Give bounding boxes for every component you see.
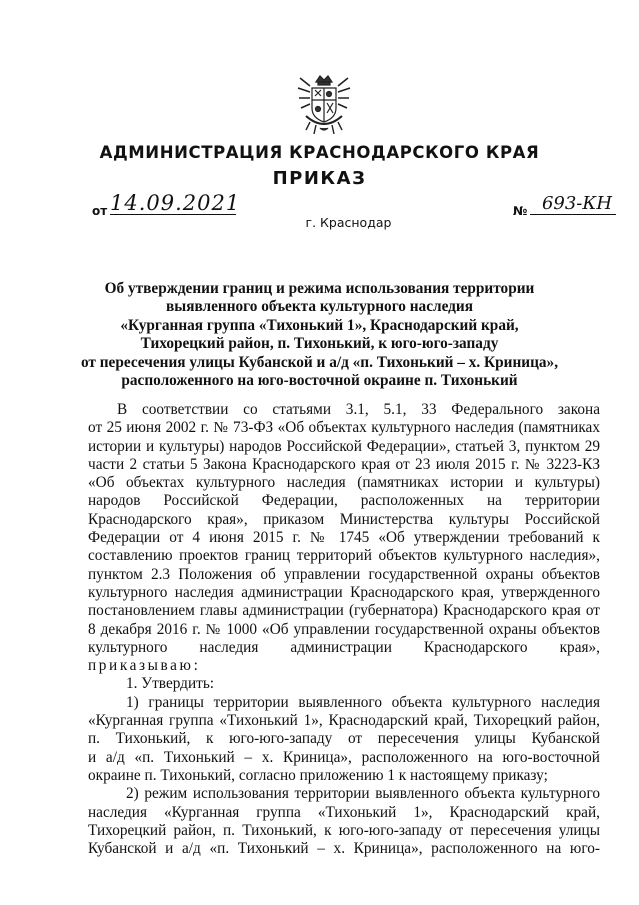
body-line: Кубанской и а/д «п. Тихонький – х. Криница», расположенного на юго- — [88, 840, 600, 858]
body-line: 1) границы территории выявленного объекта культурного наследия — [126, 693, 600, 711]
document-number: 693-КН — [541, 193, 613, 214]
body-line: В соответствии со статьями 3.1, 5.1, 33 Федерального закона — [117, 401, 600, 418]
body-line: Федерации от 4 июня 2015 г. № 1745 «Об утверждении требований к — [88, 529, 600, 547]
title-line: Тихорецкий район, п. Тихонький, к юго-юго-западу — [140, 335, 499, 353]
body-line: культурного наследия администрации Краснодарского края, утвержденного — [88, 583, 600, 601]
body-line: составлению проектов границ территорий объектов культурного наследия», — [88, 547, 600, 565]
body-line: пунктом 2.3 Положения об управлении государственной охраны объектов — [88, 565, 600, 583]
title-line: выявленного объекта культурного наследия — [165, 298, 473, 316]
organization-name: АДМИНИСТРАЦИЯ КРАСНОДАРСКОГО КРАЯ — [99, 143, 540, 162]
document-title — [60, 280, 579, 390]
body-line: постановлением главы администрации (губернатора) Краснодарского края от — [88, 602, 600, 620]
body-line: культурного наследия администрации Краснодарского края», — [88, 638, 600, 656]
number-label: № — [513, 204, 528, 218]
document-date: 14.09.2021 — [110, 191, 241, 215]
title-line: Об утверждении границ и режима использования территории — [104, 280, 535, 297]
title-line: расположенного на юго-восточной окраине п. Тихонький — [121, 372, 518, 390]
body-line: «Об объектах культурного наследия (памятниках истории и культуры) — [88, 474, 600, 492]
date-label: от — [92, 204, 108, 218]
body-line: народов Российской Федерации, расположенных на территории — [88, 492, 600, 510]
body-line: окраине п. Тихонький, согласно приложению 1 к настоящему приказу; — [88, 766, 548, 784]
body-line: 2) режим использования территории выявленного объекта культурного — [126, 785, 600, 803]
body-line: наследия «Курганная группа «Тихонький 1», Краснодарский край, — [88, 803, 600, 821]
body-line: 1. Утвердить: — [126, 675, 215, 693]
title-line: «Курганная группа «Тихонький 1», Краснодарский край, — [120, 316, 519, 334]
body-line: Краснодарского края», приказом Министерства культуры Российской — [88, 510, 600, 528]
body-line: и а/д «п. Тихонький – х. Криница», расположенного на юго-восточной — [88, 748, 600, 766]
body-line-order-word: приказываю: — [88, 657, 201, 675]
title-line: от пересечения улицы Кубанской и а/д «п. Тихонький – х. Криница», — [80, 353, 559, 371]
krasnodar-coat-of-arms-icon — [296, 72, 352, 138]
city-line — [0, 215, 639, 230]
body-line: истории и культуры) народов Российской Федерации», статьей 3, пунктом 29 — [88, 437, 600, 455]
body-line: «Курганная группа «Тихонький 1», Краснодарский край, Тихорецкий район, — [88, 712, 600, 730]
document-body — [88, 401, 600, 858]
body-line: от 25 июня 2002 г. № 73-ФЗ «Об объектах культурного наследия (памятниках — [88, 419, 600, 437]
body-line: п. Тихонький, к юго-юго-западу от пересечения улицы Кубанской — [88, 730, 600, 748]
body-line: 8 декабря 2016 г. № 1000 «Об управлении государственной охраны объектов — [88, 620, 600, 638]
document-type: ПРИКАЗ — [272, 168, 367, 189]
number-underline — [530, 214, 616, 215]
body-line: Тихорецкий район, п. Тихонький, к юго-юго-западу от пересечения улицы — [88, 821, 600, 839]
city-name: г. Краснодар — [305, 215, 392, 230]
body-line: части 2 статьи 5 Закона Краснодарского края от 23 июля 2015 г. № 3223-КЗ — [88, 455, 600, 473]
